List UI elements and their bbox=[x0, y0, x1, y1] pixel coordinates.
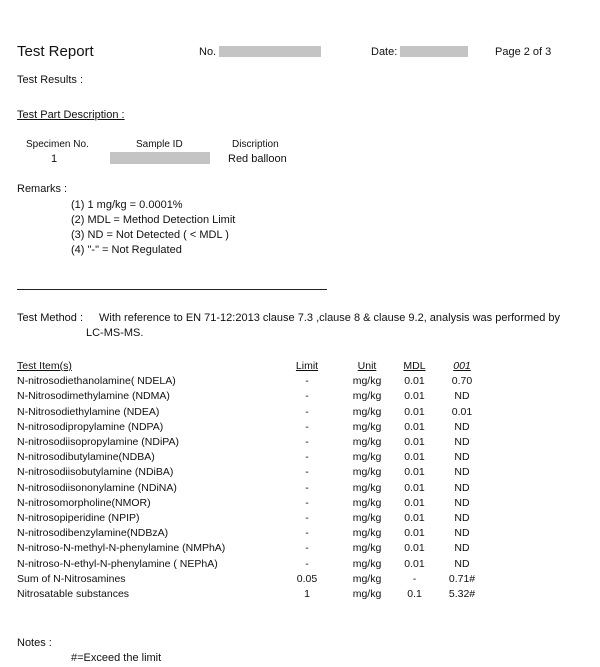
result-limit: 0.05 bbox=[296, 572, 318, 585]
result-unit: mg/kg bbox=[352, 481, 382, 494]
result-limit: - bbox=[305, 481, 309, 494]
test-method-text: With reference to EN 71-12:2013 clause 7.3 ,clause 8 & clause 9.2, analysis was performed by bbox=[99, 312, 561, 324]
result-limit: - bbox=[305, 390, 309, 403]
test-results-label: Test Results : bbox=[17, 74, 84, 86]
result-value: ND bbox=[454, 466, 470, 479]
table-row bbox=[17, 496, 487, 511]
col-result-001: 001 bbox=[453, 360, 471, 372]
result-value: 0.71# bbox=[448, 572, 476, 585]
result-unit: mg/kg bbox=[352, 527, 382, 540]
result-limit: - bbox=[305, 405, 309, 418]
result-value: ND bbox=[454, 390, 470, 403]
result-mdl: 0.1 bbox=[407, 588, 422, 601]
result-test-item: N-Nitrosodimethylamine (NDMA) bbox=[17, 390, 170, 403]
result-mdl: 0.01 bbox=[404, 375, 425, 388]
result-limit: - bbox=[305, 420, 309, 433]
result-unit: mg/kg bbox=[352, 572, 382, 585]
result-test-item: N-nitrosopiperidine (NPIP) bbox=[17, 512, 140, 525]
result-value: ND bbox=[454, 512, 470, 525]
result-value: ND bbox=[454, 451, 470, 464]
result-unit: mg/kg bbox=[352, 557, 382, 570]
table-row bbox=[17, 526, 487, 541]
table-row bbox=[17, 374, 487, 389]
result-limit: - bbox=[305, 436, 309, 449]
table-row bbox=[17, 481, 487, 496]
result-limit: - bbox=[305, 451, 309, 464]
result-mdl: 0.01 bbox=[404, 542, 425, 555]
col-mdl: MDL bbox=[403, 360, 426, 372]
redacted-date bbox=[400, 46, 468, 57]
table-row bbox=[17, 572, 487, 587]
result-unit: mg/kg bbox=[352, 451, 382, 464]
results-body bbox=[17, 374, 487, 602]
result-mdl: 0.01 bbox=[404, 512, 425, 525]
col-limit: Limit bbox=[295, 360, 319, 372]
result-unit: mg/kg bbox=[352, 496, 382, 509]
remark-item: (3) ND = Not Detected ( < MDL ) bbox=[71, 229, 229, 241]
result-mdl: 0.01 bbox=[404, 527, 425, 540]
specimen-number: 1 bbox=[51, 153, 58, 165]
result-value: 0.70 bbox=[451, 375, 473, 388]
result-mdl: 0.01 bbox=[404, 557, 425, 570]
result-test-item: N-nitrosodipropylamine (NDPA) bbox=[17, 420, 164, 433]
result-value: ND bbox=[454, 436, 470, 449]
result-limit: - bbox=[305, 375, 309, 388]
results-header-row bbox=[17, 359, 487, 374]
result-limit: - bbox=[305, 466, 309, 479]
table-row bbox=[17, 587, 487, 602]
result-test-item: N-nitrosodiisononylamine (NDiNA) bbox=[17, 481, 177, 494]
result-value: 5.32# bbox=[448, 588, 476, 601]
table-row bbox=[17, 465, 487, 480]
specimen-no-header: Specimen No. bbox=[26, 139, 89, 150]
table-row bbox=[17, 420, 487, 435]
remark-item: (2) MDL = Method Detection Limit bbox=[71, 214, 236, 226]
note-item: #=Exceed the limit bbox=[71, 652, 162, 664]
redacted-report-number bbox=[219, 46, 321, 57]
result-mdl: 0.01 bbox=[404, 481, 425, 494]
notes-label: Notes : bbox=[17, 637, 52, 649]
result-mdl: 0.01 bbox=[404, 466, 425, 479]
table-row bbox=[17, 450, 487, 465]
result-mdl: 0.01 bbox=[404, 420, 425, 433]
redacted-sample-id bbox=[110, 152, 210, 164]
result-unit: mg/kg bbox=[352, 542, 382, 555]
remark-item: (4) "-" = Not Regulated bbox=[71, 244, 182, 256]
result-unit: mg/kg bbox=[352, 390, 382, 403]
result-limit: - bbox=[305, 496, 309, 509]
result-test-item: N-Nitrosodiethylamine (NDEA) bbox=[17, 405, 160, 418]
result-value: ND bbox=[454, 542, 470, 555]
result-mdl: - bbox=[412, 572, 417, 585]
test-part-description-heading: Test Part Description : bbox=[17, 109, 125, 121]
col-unit: Unit bbox=[357, 360, 377, 372]
remarks-label: Remarks : bbox=[17, 183, 68, 195]
result-test-item: N-nitrosodiethanolamine( NDELA) bbox=[17, 375, 176, 388]
table-row bbox=[17, 541, 487, 556]
result-value: ND bbox=[454, 496, 470, 509]
result-value: ND bbox=[454, 557, 470, 570]
result-test-item: N-nitrosodiisobutylamine (NDiBA) bbox=[17, 466, 174, 479]
table-row bbox=[17, 557, 487, 572]
result-unit: mg/kg bbox=[352, 466, 382, 479]
test-method-label: Test Method : bbox=[17, 312, 84, 324]
result-test-item: N-nitroso-N-ethyl-N-phenylamine ( NEPhA) bbox=[17, 557, 218, 570]
result-limit: - bbox=[305, 557, 309, 570]
description-header: Discription bbox=[232, 139, 279, 150]
result-unit: mg/kg bbox=[352, 588, 382, 601]
table-row bbox=[17, 389, 487, 404]
result-limit: - bbox=[305, 527, 309, 540]
result-test-item: N-nitrosodibenzylamine(NDBzA) bbox=[17, 527, 169, 540]
result-test-item: Nitrosatable substances bbox=[17, 588, 130, 601]
result-unit: mg/kg bbox=[352, 405, 382, 418]
result-test-item: N-nitroso-N-methyl-N-phenylamine (NMPhA) bbox=[17, 542, 226, 555]
result-unit: mg/kg bbox=[352, 420, 382, 433]
result-test-item: N-nitrosomorpholine(NMOR) bbox=[17, 496, 151, 509]
sample-id-header: Sample ID bbox=[136, 139, 183, 150]
result-test-item: N-nitrosodiisopropylamine (NDiPA) bbox=[17, 436, 180, 449]
result-test-item: N-nitrosodibutylamine(NDBA) bbox=[17, 451, 155, 464]
test-method-text-continued: LC-MS-MS. bbox=[86, 327, 144, 339]
col-test-item: Test Item(s) bbox=[17, 360, 72, 372]
result-value: ND bbox=[454, 527, 470, 540]
result-mdl: 0.01 bbox=[404, 390, 425, 403]
table-row bbox=[17, 511, 487, 526]
date-label: Date: bbox=[371, 46, 398, 58]
remark-item: (1) 1 mg/kg = 0.0001% bbox=[71, 199, 183, 211]
result-limit: - bbox=[305, 542, 309, 555]
result-value: 0.01 bbox=[451, 405, 473, 418]
page-indicator: Page 2 of 3 bbox=[495, 46, 552, 58]
table-row bbox=[17, 435, 487, 450]
result-mdl: 0.01 bbox=[404, 451, 425, 464]
result-test-item: Sum of N-Nitrosamines bbox=[17, 572, 126, 585]
result-mdl: 0.01 bbox=[404, 496, 425, 509]
result-value: ND bbox=[454, 481, 470, 494]
result-value: ND bbox=[454, 420, 470, 433]
result-unit: mg/kg bbox=[352, 436, 382, 449]
result-mdl: 0.01 bbox=[404, 405, 425, 418]
specimen-description: Red balloon bbox=[228, 153, 287, 165]
table-row bbox=[17, 405, 487, 420]
report-title: Test Report bbox=[17, 43, 94, 60]
result-limit: - bbox=[305, 512, 309, 525]
report-number-label: No. bbox=[199, 46, 217, 58]
results-table bbox=[17, 359, 487, 602]
result-unit: mg/kg bbox=[352, 512, 382, 525]
result-unit: mg/kg bbox=[352, 375, 382, 388]
section-divider bbox=[17, 289, 327, 290]
result-mdl: 0.01 bbox=[404, 436, 425, 449]
result-limit: 1 bbox=[304, 588, 310, 601]
